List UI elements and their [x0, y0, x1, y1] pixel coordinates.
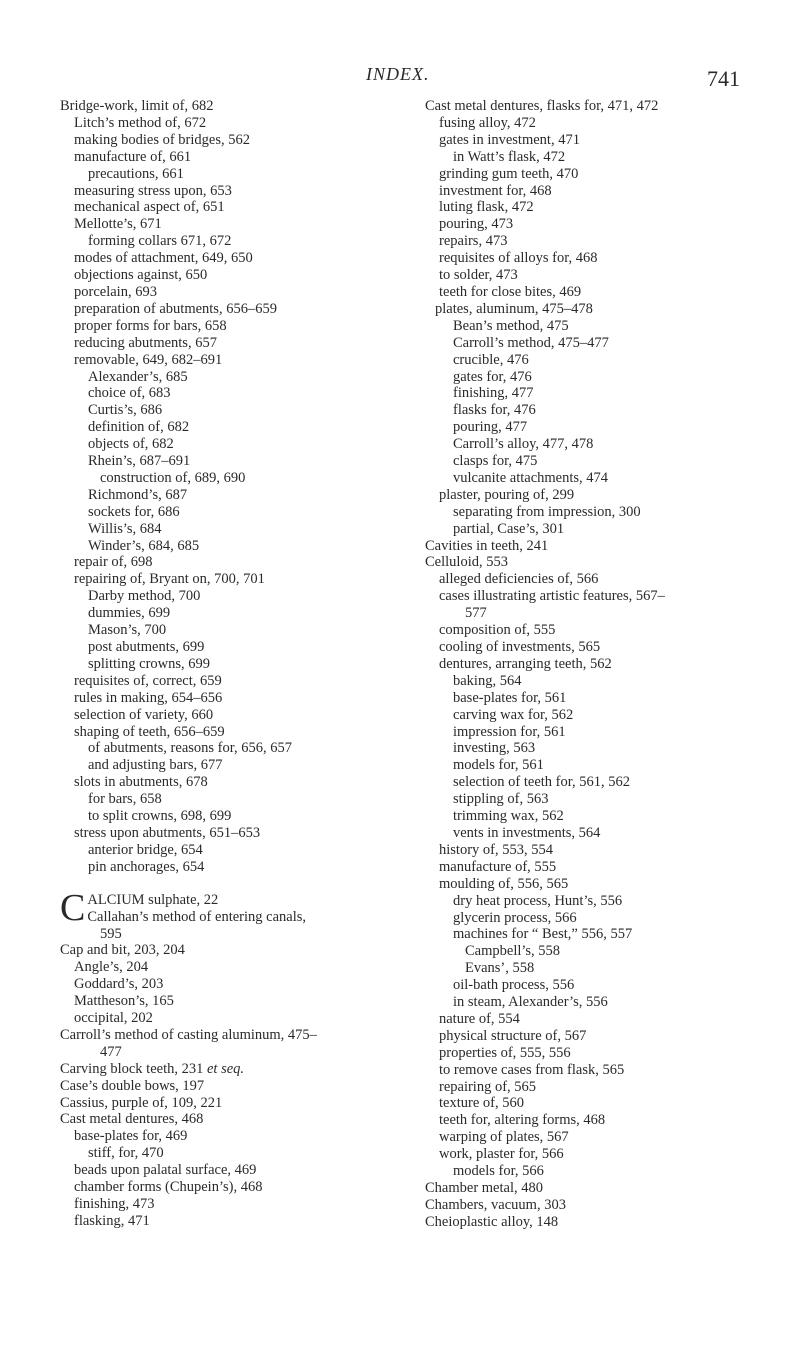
index-entry: [60, 639, 405, 656]
index-entry: [425, 910, 775, 927]
entry-text: composition of, 555: [439, 622, 556, 639]
entry-text: history of, 553, 554: [439, 841, 553, 858]
entry-text: finishing, 473: [74, 1196, 155, 1212]
index-entry: [425, 690, 775, 707]
entry-text: investing, 563: [453, 740, 536, 757]
index-entry: [425, 132, 775, 149]
index-entry: [60, 942, 405, 959]
entry-text: investment for, 468: [439, 182, 552, 199]
entry-text: moulding of, 556, 565: [439, 875, 569, 892]
index-entry: [60, 976, 405, 993]
index-entry: [60, 791, 405, 808]
entry-text: of abutments, reasons for, 656, 657: [88, 740, 292, 757]
entry-text: work, plaster for, 566: [439, 1146, 564, 1163]
index-entry: [425, 554, 775, 571]
index-entry: [60, 588, 405, 605]
entry-text: dry heat process, Hunt’s, 556: [453, 892, 623, 909]
entry-text: making bodies of bridges, 562: [74, 131, 250, 148]
index-entry: [425, 673, 775, 690]
index-entry: [60, 199, 405, 216]
index-entry: [425, 842, 775, 859]
entry-text: manufacture of, 661: [74, 148, 192, 165]
index-entry: [425, 622, 775, 639]
index-entry: [425, 994, 775, 1011]
index-entry: Callahan’s method of entering canals,: [87, 908, 306, 925]
index-entry: [425, 977, 775, 994]
index-entry: [60, 335, 405, 352]
entry-text: impression for, 561: [453, 723, 566, 740]
entry-text: Mellotte’s, 671: [74, 216, 162, 233]
index-entry: [60, 1196, 405, 1213]
entry-text: slots in abutments, 678: [74, 774, 208, 791]
right-entries: [425, 98, 775, 1231]
index-entry: [60, 1179, 405, 1196]
entry-text: base-plates for, 561: [453, 689, 567, 706]
entry-text: choice of, 683: [88, 385, 171, 402]
entry-text: Chambers, vacuum, 303: [425, 1196, 566, 1213]
index-entry: [425, 166, 775, 183]
index-entry: [60, 605, 405, 622]
index-entry: [425, 402, 775, 419]
index-entry: [60, 183, 405, 200]
entry-text: glycerin process, 566: [453, 909, 577, 926]
entry-text: base-plates for, 469: [74, 1128, 188, 1145]
index-entry: [60, 538, 405, 555]
index-entry: [60, 470, 405, 487]
index-entry: [425, 791, 775, 808]
entry-italic-text: et seq.: [206, 1060, 245, 1077]
index-entry: [60, 1111, 405, 1128]
entry-text: Cap and bit, 203, 204: [60, 942, 185, 959]
index-entry: [425, 724, 775, 741]
entry-text: selection of variety, 660: [74, 706, 214, 723]
index-entry: [425, 943, 775, 960]
index-entry: [425, 774, 775, 791]
index-entry: [60, 859, 405, 876]
entry-text: chamber forms (Chupein’s), 468: [74, 1179, 263, 1196]
index-entry: [60, 656, 405, 673]
entry-text: dentures, arranging teeth, 562: [439, 655, 612, 672]
entry-text: forming collars 671, 672: [88, 233, 232, 250]
index-entry-continuation: [60, 1044, 405, 1061]
index-entry: [60, 1128, 405, 1145]
entry-text: cases illustrating artistic features, 567–: [439, 588, 665, 605]
entry-text: carving wax for, 562: [453, 706, 574, 723]
index-entry: [60, 690, 405, 707]
index-entry: [425, 521, 775, 538]
entry-text: preparation of abutments, 656–659: [74, 300, 277, 317]
index-entry-continuation: 595: [100, 925, 122, 942]
entry-text: Case’s double bows, 197: [60, 1077, 205, 1094]
entry-text: rules in making, 654–656: [74, 689, 223, 706]
entry-text: shaping of teeth, 656–659: [74, 723, 225, 740]
index-entry: [60, 352, 405, 369]
entry-text: 577: [465, 605, 487, 622]
index-entry: [60, 385, 405, 402]
index-entry: [60, 487, 405, 504]
entry-text: mechanical aspect of, 651: [74, 199, 225, 216]
entry-text: separating from impression, 300: [453, 503, 641, 520]
index-entry: [60, 436, 405, 453]
index-entry: [60, 554, 405, 571]
index-entry: [60, 250, 405, 267]
index-entry: [60, 959, 405, 976]
entry-text: physical structure of, 567: [439, 1027, 587, 1044]
entry-text: Carving block teeth, 231: [60, 1060, 204, 1077]
index-entry: [60, 504, 405, 521]
index-entry: [60, 98, 405, 115]
entry-text: Bridge-work, limit of, 682: [60, 98, 214, 114]
index-entry: [425, 859, 775, 876]
entry-text: splitting crowns, 699: [88, 655, 211, 672]
entry-text: Cassius, purple of, 109, 221: [60, 1094, 223, 1111]
entry-text: repairing of, Bryant on, 700, 701: [74, 571, 265, 588]
index-entry: [60, 369, 405, 386]
entry-text: Willis’s, 684: [88, 520, 162, 537]
index-entry: [425, 1163, 775, 1180]
index-entry: [60, 993, 405, 1010]
entry-text: Cast metal dentures, 468: [60, 1111, 204, 1128]
index-entry: [60, 115, 405, 132]
index-entry: [60, 842, 405, 859]
left-entries-b: [60, 98, 405, 876]
entry-text: nature of, 554: [439, 1010, 520, 1027]
entry-text: plates, aluminum, 475–478: [435, 300, 593, 317]
index-entry: [425, 740, 775, 757]
entry-text: proper forms for bars, 658: [74, 317, 227, 334]
entry-text: measuring stress upon, 653: [74, 182, 232, 199]
entry-text: cooling of investments, 565: [439, 639, 601, 655]
index-entry: [425, 250, 775, 267]
entry-text: gates in investment, 471: [439, 131, 580, 148]
entry-text: Celluloid, 553: [425, 554, 508, 571]
entry-text: Mason’s, 700: [88, 622, 167, 639]
drop-cap: C: [60, 886, 86, 929]
entry-text: crucible, 476: [453, 351, 529, 368]
index-entry: [425, 1129, 775, 1146]
index-entry: [425, 707, 775, 724]
entry-text: finishing, 477: [453, 385, 534, 402]
index-entry: [425, 233, 775, 250]
entry-text: flasking, 471: [74, 1212, 150, 1229]
entry-text: luting flask, 472: [439, 199, 534, 216]
index-entry: [425, 352, 775, 369]
entry-text: in Watt’s flask, 472: [453, 148, 566, 165]
entry-text: 477: [100, 1043, 122, 1060]
entry-text: Darby method, 700: [88, 588, 201, 605]
index-entry: [60, 419, 405, 436]
index-entry: [60, 233, 405, 250]
entry-text: to split crowns, 698, 699: [88, 808, 232, 825]
entry-text: warping of plates, 567: [439, 1129, 569, 1146]
entry-text: objections against, 650: [74, 267, 208, 284]
entry-text: removable, 649, 682–691: [74, 351, 223, 368]
index-entry: [425, 1146, 775, 1163]
index-entry: [425, 808, 775, 825]
entry-text: partial, Case’s, 301: [453, 520, 565, 537]
index-entry: [60, 808, 405, 825]
entry-text: Mattheson’s, 165: [74, 993, 174, 1010]
index-entry: [425, 825, 775, 842]
index-entry: [425, 757, 775, 774]
entry-text: Rhein’s, 687–691: [88, 453, 191, 470]
entry-text: models for, 561: [453, 757, 544, 774]
index-entry: [425, 216, 775, 233]
entry-text: selection of teeth for, 561, 562: [453, 774, 630, 791]
index-entry: [425, 183, 775, 200]
index-entry: [425, 301, 775, 318]
entry-text: fusing alloy, 472: [439, 114, 536, 131]
index-entry: [60, 1010, 405, 1027]
entry-text: dummies, 699: [88, 605, 171, 622]
entry-text: Chamber metal, 480: [425, 1180, 543, 1196]
index-entry: [60, 571, 405, 588]
index-entry: [425, 149, 775, 166]
entry-text: repair of, 698: [74, 554, 153, 571]
entry-text: sockets for, 686: [88, 503, 180, 520]
entry-text: grinding gum teeth, 470: [439, 165, 579, 182]
index-entry: [60, 453, 405, 470]
entry-text: texture of, 560: [439, 1095, 524, 1112]
index-entry: [60, 301, 405, 318]
entry-text: gates for, 476: [453, 368, 532, 385]
index-entry: [425, 98, 775, 115]
entry-text: to remove cases from flask, 565: [439, 1061, 625, 1078]
index-entry: [60, 267, 405, 284]
index-entry: [425, 199, 775, 216]
index-entry: [425, 1011, 775, 1028]
left-entries-c: [60, 942, 405, 1229]
index-entry: [60, 1145, 405, 1162]
entry-text: teeth for close bites, 469: [439, 283, 582, 300]
index-entry: [425, 453, 775, 470]
entry-text: Cavities in teeth, 241: [425, 537, 549, 554]
entry-text: models for, 566: [453, 1163, 544, 1180]
index-entry: [60, 740, 405, 757]
entry-text: machines for “ Best,” 556, 557: [453, 926, 633, 943]
index-entry: [60, 1078, 405, 1095]
index-entry: [60, 402, 405, 419]
entry-text: vents in investments, 564: [453, 824, 601, 841]
entry-text: Litch’s method of, 672: [74, 114, 207, 131]
index-entry: ALCIUM sulphate, 22: [87, 891, 219, 908]
index-entry: [60, 318, 405, 335]
index-entry: [425, 656, 775, 673]
index-entry: [425, 639, 775, 656]
index-entry: [425, 284, 775, 301]
index-entry: [60, 1162, 405, 1179]
index-entry: [425, 1180, 775, 1197]
entry-text: Richmond’s, 687: [88, 486, 188, 503]
index-entry: [425, 960, 775, 977]
index-entry: [425, 1197, 775, 1214]
entry-text: Alexander’s, 685: [88, 368, 188, 385]
entry-text: stippling of, 563: [453, 791, 549, 808]
entry-text: repairs, 473: [439, 233, 508, 250]
index-entry: [60, 1095, 405, 1112]
entry-text: Angle’s, 204: [74, 959, 149, 976]
entry-text: flasks for, 476: [453, 402, 536, 419]
page-number: 741: [707, 66, 740, 91]
index-entry: [60, 622, 405, 639]
entry-text: pouring, 473: [439, 216, 514, 233]
index-entry: [60, 673, 405, 690]
entry-text: Bean’s method, 475: [453, 317, 569, 334]
entry-text: requisites of, correct, 659: [74, 672, 222, 689]
index-entry: [60, 724, 405, 741]
entry-text: Cheioplastic alloy, 148: [425, 1213, 559, 1230]
index-entry: [60, 284, 405, 301]
entry-text: occipital, 202: [74, 1010, 153, 1027]
index-entry: [425, 876, 775, 893]
section-c-start: [60, 886, 405, 943]
index-entry: [425, 1045, 775, 1062]
entry-text: Curtis’s, 686: [88, 402, 163, 419]
right-column: [425, 98, 775, 1231]
index-entry-continuation: [425, 605, 775, 622]
entry-text: stress upon abutments, 651–653: [74, 824, 261, 841]
index-entry: [425, 538, 775, 555]
entry-text: definition of, 682: [88, 419, 190, 436]
index-entry: [425, 115, 775, 132]
entry-text: oil-bath process, 556: [453, 977, 575, 994]
index-entry: [425, 436, 775, 453]
index-entry: [425, 1028, 775, 1045]
entry-text: requisites of alloys for, 468: [439, 250, 598, 267]
index-entry: [60, 1027, 405, 1044]
entry-text: pouring, 477: [453, 419, 528, 436]
index-entry: [425, 419, 775, 436]
entry-text: properties of, 555, 556: [439, 1044, 571, 1061]
entry-text: Campbell’s, 558: [465, 943, 561, 960]
index-entry: [60, 707, 405, 724]
index-entry: [425, 588, 775, 605]
running-head: INDEX.: [366, 64, 430, 84]
entry-text: to solder, 473: [439, 267, 518, 284]
index-entry: [425, 1095, 775, 1112]
entry-text: teeth for, altering forms, 468: [439, 1112, 606, 1129]
index-entry: [425, 267, 775, 284]
left-column: [60, 98, 405, 1230]
index-entry: [425, 504, 775, 521]
index-entry: [60, 757, 405, 774]
index-entry: [60, 1213, 405, 1230]
entry-text: pin anchorages, 654: [88, 858, 205, 875]
entry-text: Carroll’s method of casting aluminum, 475–: [60, 1026, 317, 1043]
entry-text: Winder’s, 684, 685: [88, 537, 200, 554]
entry-text: trimming wax, 562: [453, 808, 564, 825]
index-entry: [425, 470, 775, 487]
index-entry: [60, 521, 405, 538]
index-entry: [60, 825, 405, 842]
entry-text: and adjusting bars, 677: [88, 757, 223, 774]
entry-text: porcelain, 693: [74, 283, 157, 300]
index-entry: [60, 166, 405, 183]
entry-text: Goddard’s, 203: [74, 976, 164, 993]
entry-text: anterior bridge, 654: [88, 841, 203, 858]
index-entry: [425, 1112, 775, 1129]
entry-text: for bars, 658: [88, 791, 162, 808]
index-entry: [425, 1214, 775, 1231]
index-entry: [425, 1062, 775, 1079]
index-entry: [60, 1061, 405, 1078]
entry-text: clasps for, 475: [453, 453, 538, 470]
entry-text: baking, 564: [453, 672, 522, 689]
entry-text: construction of, 689, 690: [100, 469, 246, 486]
index-entry: [425, 893, 775, 910]
entry-text: modes of attachment, 649, 650: [74, 250, 253, 267]
entry-text: objects of, 682: [88, 436, 174, 453]
entry-text: vulcanite attachments, 474: [453, 469, 609, 486]
entry-text: repairing of, 565: [439, 1078, 537, 1095]
index-entry: [60, 216, 405, 233]
index-entry: [425, 369, 775, 386]
index-entry: [425, 385, 775, 402]
entry-text: reducing abutments, 657: [74, 334, 217, 351]
entry-text: manufacture of, 555: [439, 858, 557, 875]
entry-text: in steam, Alexander’s, 556: [453, 994, 608, 1011]
entry-text: stiff, for, 470: [88, 1145, 164, 1162]
entry-text: post abutments, 699: [88, 639, 205, 655]
index-entry: [60, 149, 405, 166]
entry-text: plaster, pouring of, 299: [439, 486, 575, 503]
index-entry: [425, 487, 775, 504]
index-entry: [425, 1079, 775, 1096]
index-entry: [60, 132, 405, 149]
index-entry: [425, 926, 775, 943]
index-entry: [425, 335, 775, 352]
index-entry: [425, 318, 775, 335]
entry-text: Carroll’s alloy, 477, 478: [453, 436, 594, 453]
entry-text: precautions, 661: [88, 165, 184, 182]
index-entry: [425, 571, 775, 588]
entry-text: beads upon palatal surface, 469: [74, 1162, 257, 1179]
section-c-text: [87, 892, 405, 926]
entry-text: Evans’, 558: [465, 960, 535, 977]
index-entry: [60, 774, 405, 791]
entry-text: Carroll’s method, 475–477: [453, 334, 609, 351]
entry-text: alleged deficiencies of, 566: [439, 571, 599, 588]
entry-text: Cast metal dentures, flasks for, 471, 472: [425, 98, 659, 114]
